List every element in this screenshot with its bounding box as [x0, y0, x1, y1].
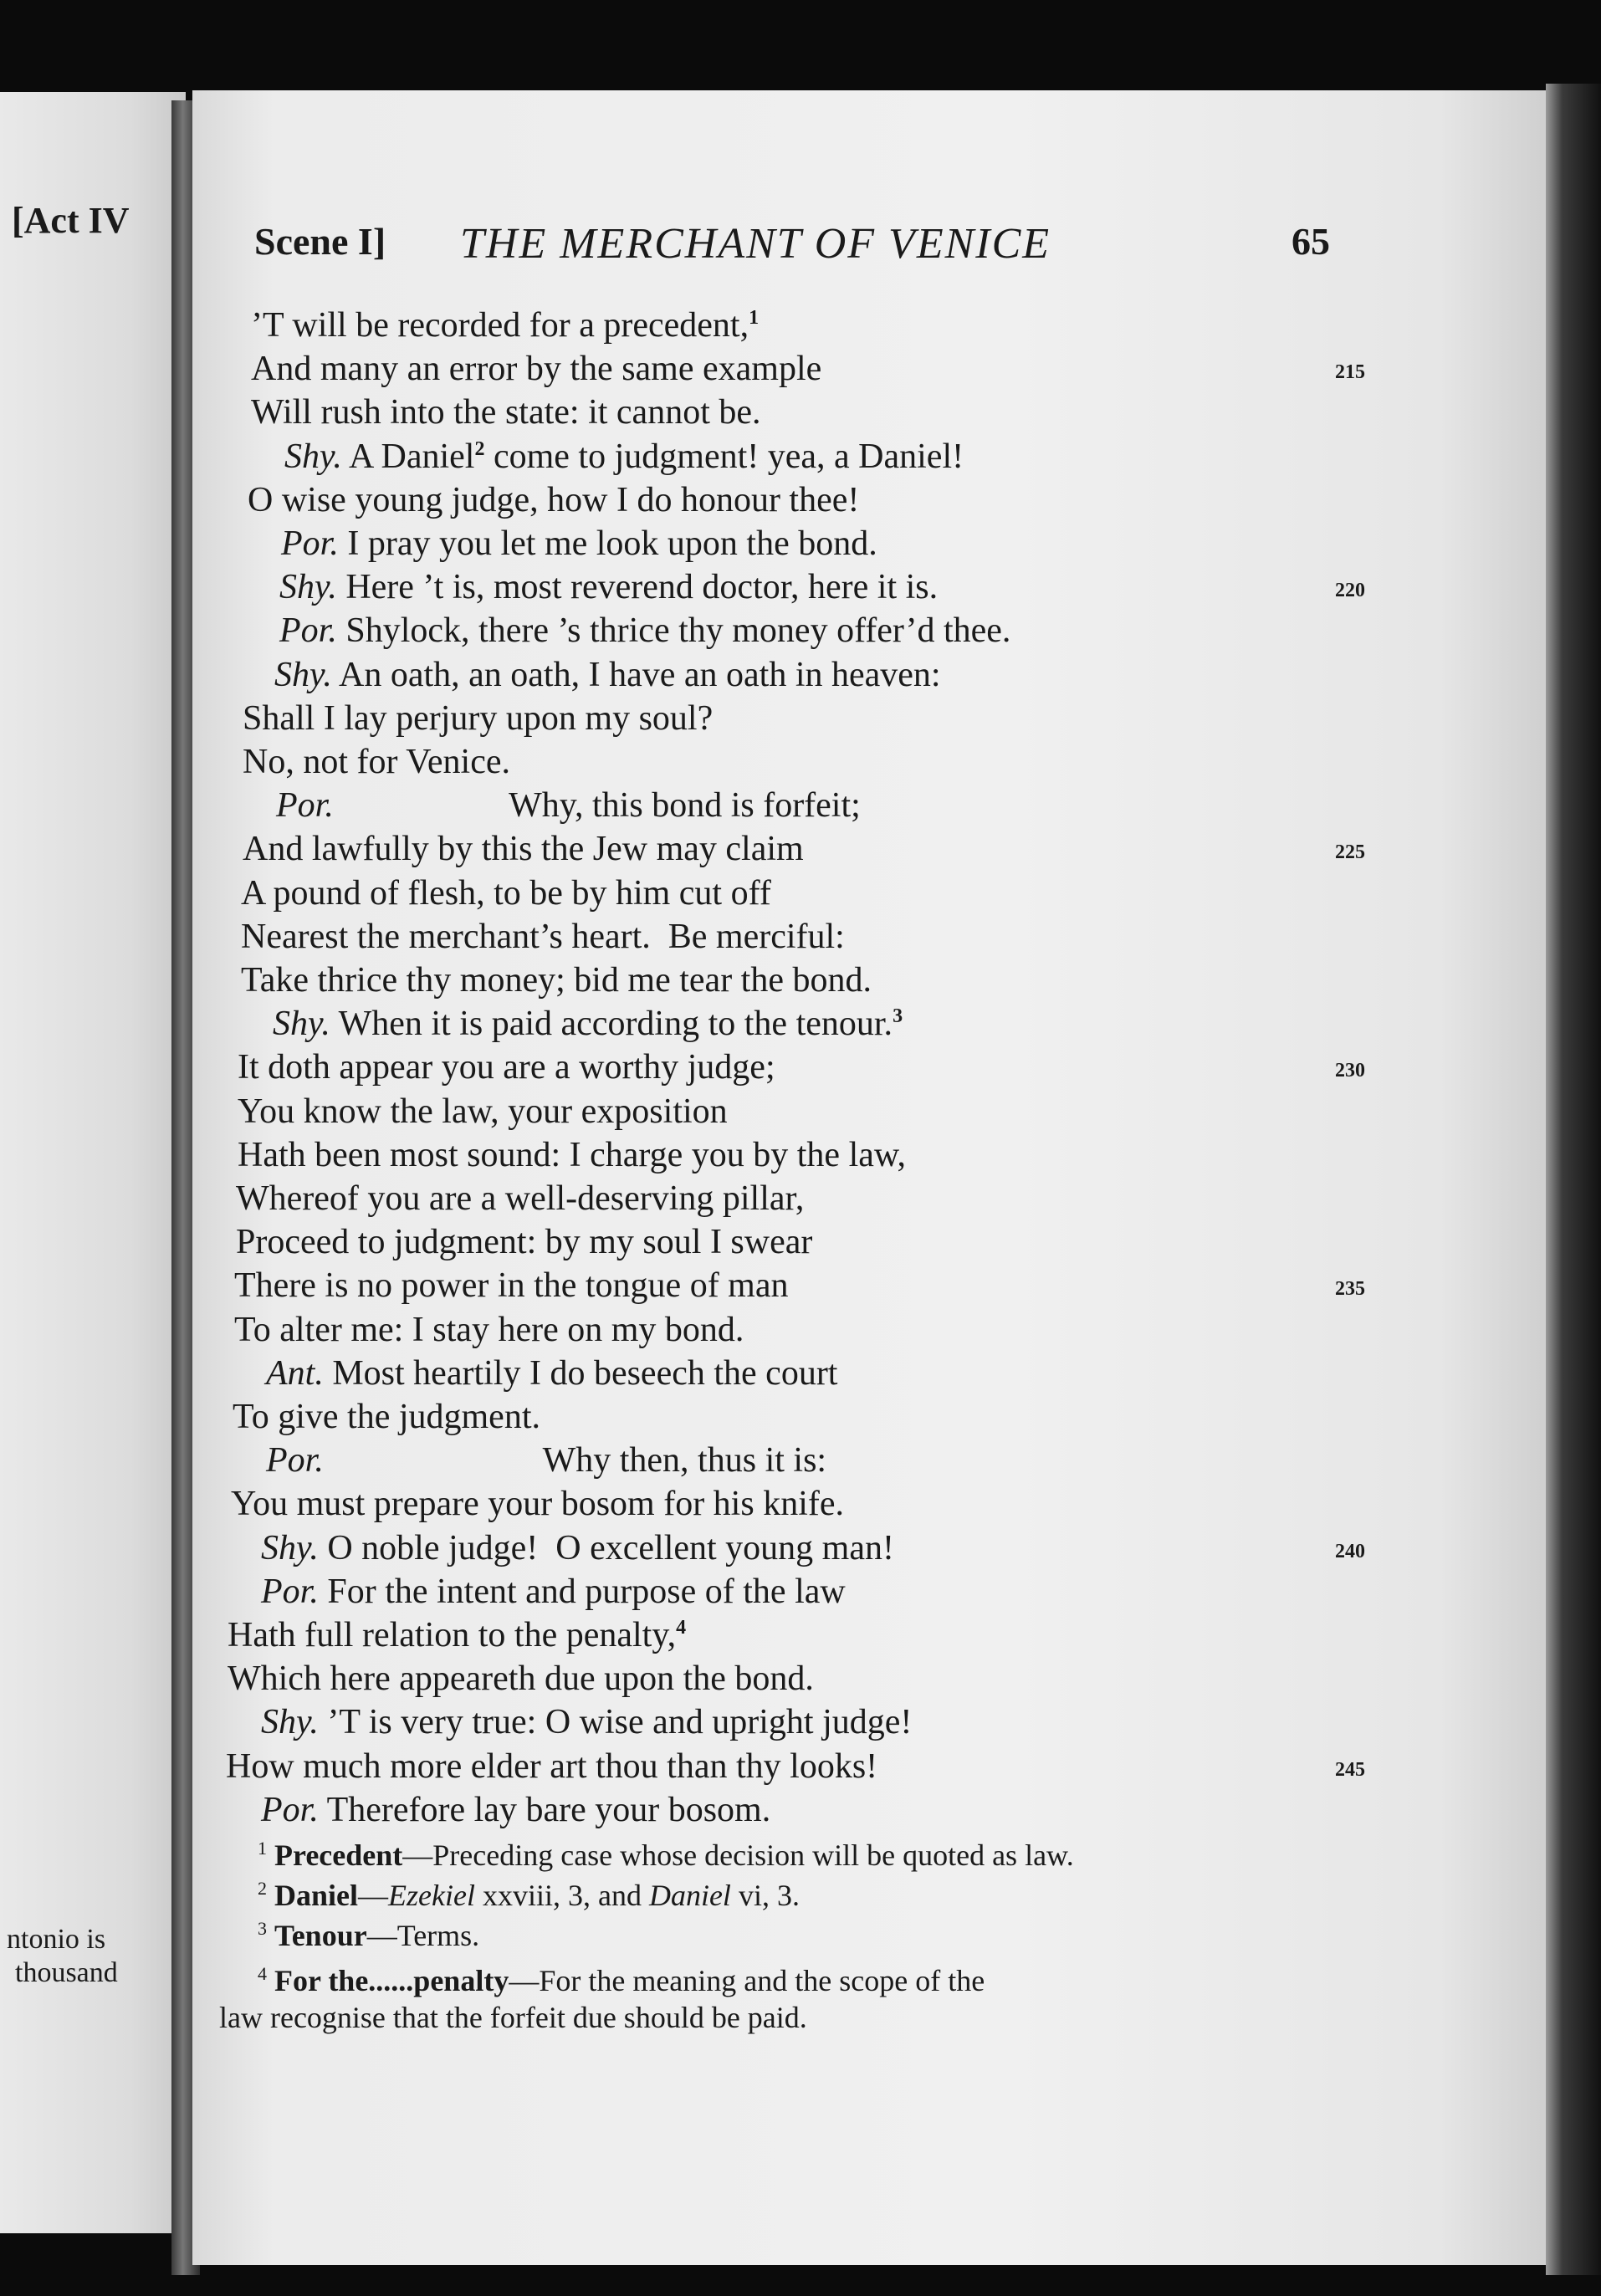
footnote-text: —Preceding case whose decision will be quoted as law.	[402, 1838, 1074, 1872]
footnote-number: 2	[258, 1878, 267, 1899]
verse-line	[243, 831, 804, 867]
line-number: 230	[1335, 1060, 1365, 1082]
verse-line	[238, 1135, 906, 1174]
verse-text: Which here appeareth due upon the bond.	[228, 1659, 814, 1699]
verse-text: A pound of flesh, to be by him cut off	[241, 873, 771, 913]
footnote-term: Tenour	[274, 1919, 367, 1952]
verse-text: ’T will be recorded for a precedent,	[251, 306, 749, 345]
verse-line	[276, 786, 861, 826]
footnote-marker: 1	[749, 307, 760, 329]
footnote-term: Precedent	[274, 1838, 403, 1872]
speaker-name: Por.	[276, 786, 334, 826]
verse-line	[238, 1094, 728, 1129]
speaker-name: Por.	[279, 611, 337, 651]
speaker-name: Por.	[261, 1790, 319, 1829]
verse-text: Whereof you are a well-deserving pillar,	[236, 1179, 805, 1218]
verse-text: An oath, an oath, I have an oath in heaven:	[331, 655, 941, 694]
verse-line	[266, 1353, 838, 1393]
footnote-term: Daniel	[274, 1879, 359, 1912]
verse-line	[243, 744, 510, 780]
line-number: 225	[1335, 841, 1365, 864]
footnote-number: 4	[258, 1963, 267, 1984]
verse-text: Most heartily I do beseech the court	[323, 1353, 838, 1393]
speaker-name: Shy.	[261, 1703, 319, 1742]
speaker-name: Por.	[261, 1572, 319, 1611]
speaker-name: Shy.	[273, 1005, 330, 1044]
verse-text: You must prepare your bosom for his knife.	[231, 1485, 844, 1524]
line-number: 215	[1335, 361, 1365, 384]
footnote-citation: Daniel	[648, 1879, 731, 1912]
verse-text: Why, this bond is forfeit;	[333, 786, 861, 826]
speaker-name: Por.	[266, 1441, 324, 1480]
footnote-number: 1	[258, 1838, 267, 1859]
verse-text: Therefore lay bare your bosom.	[318, 1790, 771, 1829]
footnote-text: —	[358, 1879, 389, 1912]
line-number: 220	[1335, 580, 1365, 602]
footnote	[258, 1840, 1074, 1870]
verse-text: Hath full relation to the penalty,	[228, 1616, 677, 1654]
footnote-marker: 4	[676, 1617, 687, 1639]
verse-line	[234, 1312, 744, 1347]
verse-line	[236, 1225, 812, 1260]
verse-line	[243, 698, 714, 738]
footnote-text: xxviii, 3, and	[474, 1879, 649, 1912]
footnote-text: —For the meaning and the scope of the	[509, 1964, 985, 1997]
speaker-name: Shy.	[279, 568, 337, 607]
verse-line	[261, 1574, 846, 1609]
footnote-marker: 2	[474, 437, 485, 460]
verse-line	[261, 1528, 894, 1567]
line-number: 240	[1335, 1540, 1365, 1562]
verse-text: Take thrice thy money; bid me tear the bond.	[241, 961, 872, 1000]
verse-text: How much more elder art thou than thy looks!	[226, 1746, 878, 1786]
line-number: 235	[1335, 1278, 1365, 1301]
verse-text: Here ’t is, most reverend doctor, here it is.	[336, 568, 939, 607]
verse-line	[266, 1443, 826, 1478]
verse-text: For the intent and purpose of the law	[318, 1572, 846, 1611]
verse-text: It doth appear you are a worthy judge;	[238, 1048, 775, 1087]
footnote-text: vi, 3.	[730, 1879, 800, 1912]
verse-line	[241, 873, 771, 913]
verse-text: Hath been most sound: I charge you by the law,	[238, 1135, 906, 1174]
verse-text: ’T is very true: O wise and upright judge!	[318, 1703, 913, 1742]
verse-line	[226, 1746, 878, 1786]
verse-line	[248, 480, 860, 519]
footnote-text: —Terms.	[366, 1919, 480, 1952]
verse-text: Nearest the merchant’s heart. Be merciful:	[241, 917, 845, 956]
page-edge	[1546, 84, 1601, 2275]
footnote-marker: 3	[893, 1005, 903, 1028]
verse-line	[261, 1705, 912, 1740]
scene-label: Scene I]	[254, 220, 386, 263]
footnote	[258, 1920, 479, 1951]
verse-line	[279, 611, 1011, 651]
verse-text: To alter me: I stay here on my bond.	[234, 1310, 744, 1349]
verse-text: Why then, thus it is:	[323, 1441, 827, 1480]
verse-text: And many an error by the same example	[251, 350, 822, 389]
verse-text: And lawfully by this the Jew may claim	[243, 830, 804, 869]
footnote	[219, 2002, 807, 2033]
verse-text: You know the law, your exposition	[238, 1092, 728, 1131]
page-header	[0, 219, 1601, 269]
verse-line	[241, 919, 845, 954]
verse-text: No, not for Venice.	[243, 743, 510, 781]
speaker-name: Shy.	[284, 437, 342, 476]
verse-text: O noble judge! O excellent young man!	[318, 1528, 894, 1567]
verse-text: I pray you let me look upon the bond.	[338, 524, 877, 563]
verse-text: There is no power in the tongue of man	[234, 1266, 789, 1306]
verse-text: Will rush into the state: it cannot be.	[251, 393, 761, 432]
verse-line	[236, 1181, 804, 1216]
verse-line	[251, 350, 822, 389]
speaker-name: Por.	[281, 524, 339, 563]
speaker-name: Shy.	[261, 1528, 319, 1567]
verse-line	[228, 1659, 814, 1699]
verse-line	[279, 570, 938, 605]
line-number: 245	[1335, 1758, 1365, 1781]
verse-text: Shall I lay perjury upon my soul?	[243, 698, 714, 738]
footnote	[258, 1880, 800, 1910]
verse-line	[284, 439, 964, 474]
speaker-name: Shy.	[274, 655, 332, 694]
verse-line	[274, 657, 941, 693]
footnote-citation: Ezekiel	[388, 1879, 475, 1912]
verse-text: Proceed to judgment: by my soul I swear	[236, 1223, 813, 1262]
verse-line	[234, 1266, 789, 1306]
left-page-act-label: [Act IV	[12, 200, 130, 241]
verse-line	[228, 1618, 686, 1653]
page-number: 65	[1292, 220, 1330, 263]
verse-line	[238, 1050, 775, 1085]
footnote-number: 3	[258, 1918, 267, 1939]
footnote	[258, 1963, 985, 1997]
verse-line	[233, 1399, 540, 1434]
verse-text: Shylock, there ’s thrice thy money offer’d thee.	[336, 611, 1011, 651]
verse-text: come to judgment! yea, a Daniel!	[484, 437, 964, 476]
verse-line	[241, 963, 872, 998]
verse-text: When it is paid according to the tenour.	[330, 1005, 893, 1044]
verse-line	[251, 395, 761, 430]
footnote-text: law recognise that the forfeit due should be paid.	[219, 2001, 807, 2034]
verse-line	[261, 1792, 770, 1828]
left-page-fragment: thousand	[15, 1957, 118, 1988]
verse-line	[231, 1485, 844, 1524]
verse-line	[273, 1005, 903, 1044]
left-page	[0, 92, 186, 2233]
verse-text: To give the judgment.	[233, 1398, 540, 1436]
verse-line	[251, 308, 759, 343]
speaker-name: Ant.	[266, 1353, 324, 1393]
verse-text: A Daniel	[341, 437, 475, 476]
left-page-fragment: ntonio is	[7, 1924, 106, 1955]
footnote-term: For the......penalty	[274, 1964, 509, 1997]
verse-line	[281, 526, 877, 561]
verse-text: O wise young judge, how I do honour thee!	[248, 480, 860, 519]
running-title: THE MERCHANT OF VENICE	[460, 220, 1051, 268]
